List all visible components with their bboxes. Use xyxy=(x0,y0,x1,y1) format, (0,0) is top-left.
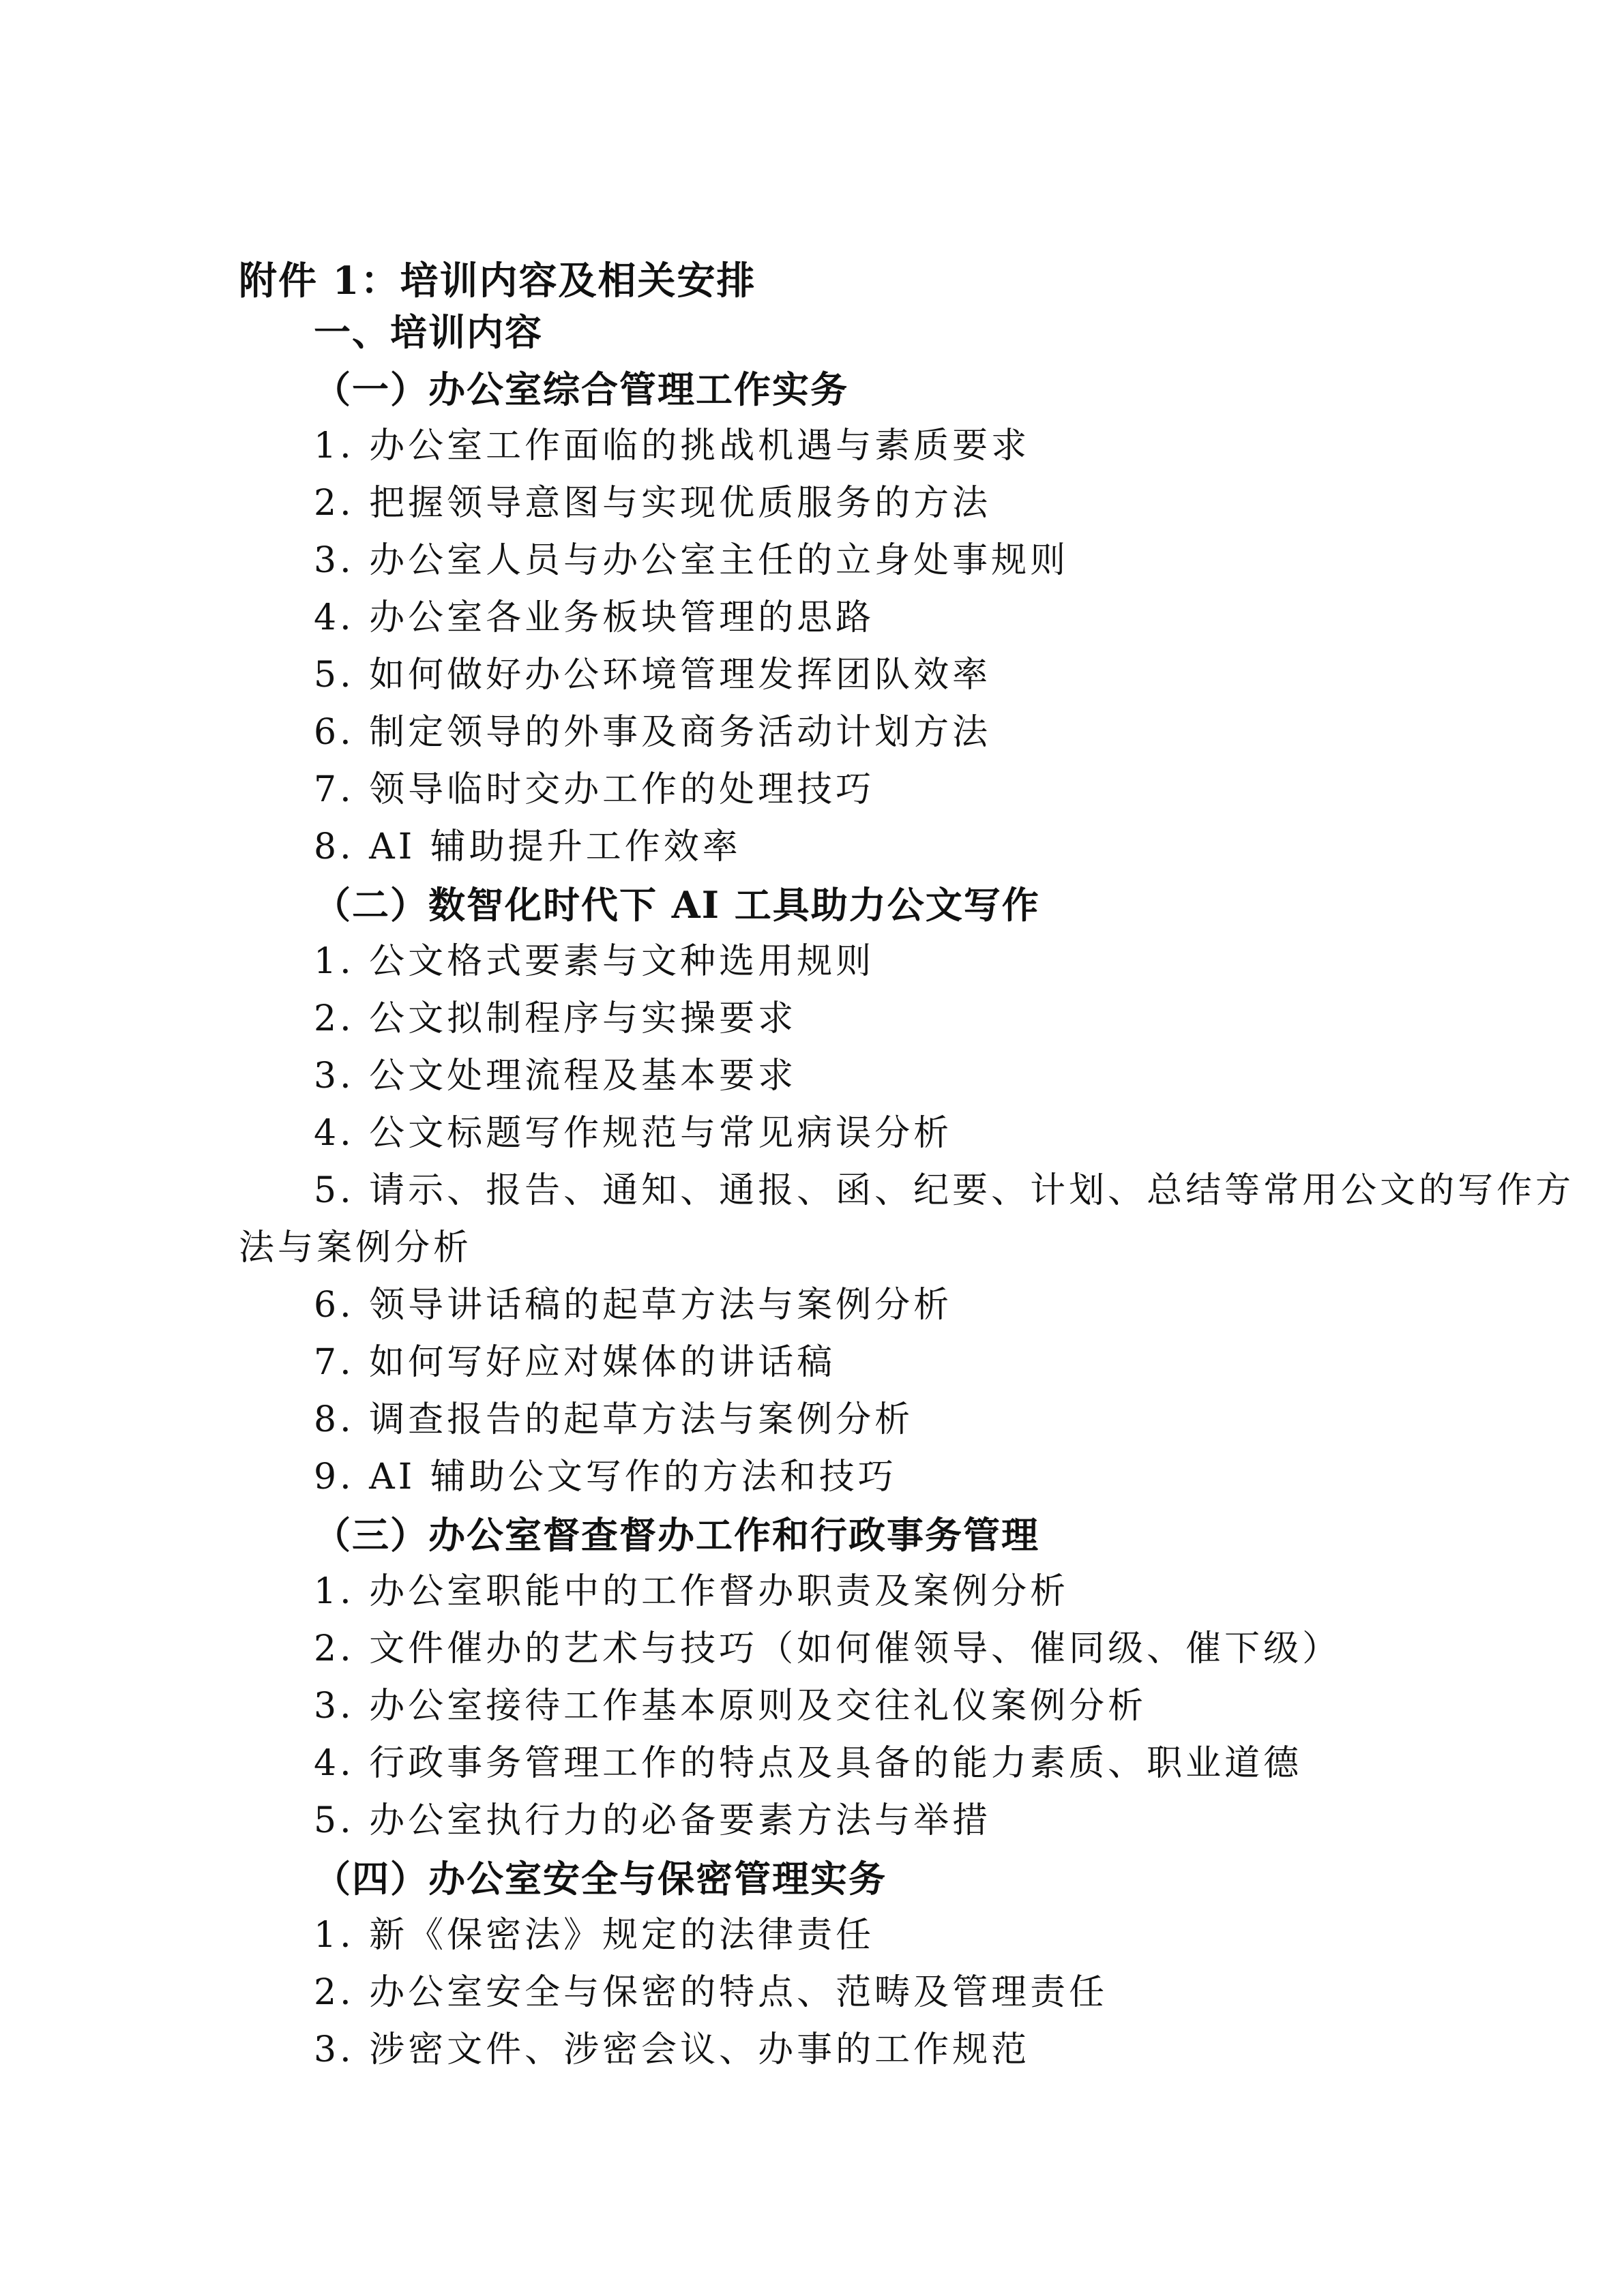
list-item: 5. 如何做好办公环境管理发挥团队效率 xyxy=(314,655,992,696)
list-item: 6. 制定领导的外事及商务活动计划方法 xyxy=(314,712,992,753)
list-item: 3. 办公室接待工作基本原则及交往礼仪案例分析 xyxy=(314,1686,1147,1727)
list-item: 2. 公文拟制程序与实操要求 xyxy=(314,998,797,1039)
list-item: 9. AI 辅助公文写作的方法和技巧 xyxy=(314,1457,897,1497)
list-item: 3. 涉密文件、涉密会议、办事的工作规范 xyxy=(314,2029,1031,2070)
list-item: 2. 办公室安全与保密的特点、范畴及管理责任 xyxy=(314,1972,1108,2013)
list-item: 8. AI 辅助提升工作效率 xyxy=(314,826,741,867)
list-item: 7. 如何写好应对媒体的讲话稿 xyxy=(314,1342,836,1383)
list-item: 2. 把握领导意图与实现优质服务的方法 xyxy=(314,483,992,524)
list-item: 5. 请示、报告、通知、通报、函、纪要、计划、总结等常用公文的写作方 xyxy=(314,1170,1575,1211)
group-heading: （一）办公室综合管理工作实务 xyxy=(314,368,848,411)
list-item: 1. 公文格式要素与文种选用规则 xyxy=(314,941,875,982)
list-item: 4. 办公室各业务板块管理的思路 xyxy=(314,597,875,638)
list-item: 4. 行政事务管理工作的特点及具备的能力素质、职业道德 xyxy=(314,1743,1303,1784)
section-title: 一、培训内容 xyxy=(314,310,543,354)
list-item: 7. 领导临时交办工作的处理技巧 xyxy=(314,769,875,810)
attachment-title: 附件 1：培训内容及相关安排 xyxy=(239,258,756,303)
list-item: 1. 新《保密法》规定的法律责任 xyxy=(314,1915,875,1956)
list-item: 3. 公文处理流程及基本要求 xyxy=(314,1056,797,1097)
group-heading: （三）办公室督查督办工作和行政事务管理 xyxy=(314,1513,1039,1557)
group-heading: （二）数智化时代下 AI 工具助力公文写作 xyxy=(314,883,1040,927)
list-item: 1. 办公室工作面临的挑战机遇与素质要求 xyxy=(314,426,1031,466)
list-item: 2. 文件催办的艺术与技巧（如何催领导、催同级、催下级） xyxy=(314,1628,1342,1669)
list-item: 8. 调查报告的起草方法与案例分析 xyxy=(314,1399,914,1440)
list-item: 6. 领导讲话稿的起草方法与案例分析 xyxy=(314,1285,953,1326)
list-item: 4. 公文标题写作规范与常见病误分析 xyxy=(314,1113,953,1154)
list-item: 3. 办公室人员与办公室主任的立身处事规则 xyxy=(314,540,1069,581)
list-item: 1. 办公室职能中的工作督办职责及案例分析 xyxy=(314,1571,1069,1612)
list-item: 5. 办公室执行力的必备要素方法与举措 xyxy=(314,1800,992,1841)
list-item: 法与案例分析 xyxy=(239,1227,473,1268)
group-heading: （四）办公室安全与保密管理实务 xyxy=(314,1857,887,1900)
